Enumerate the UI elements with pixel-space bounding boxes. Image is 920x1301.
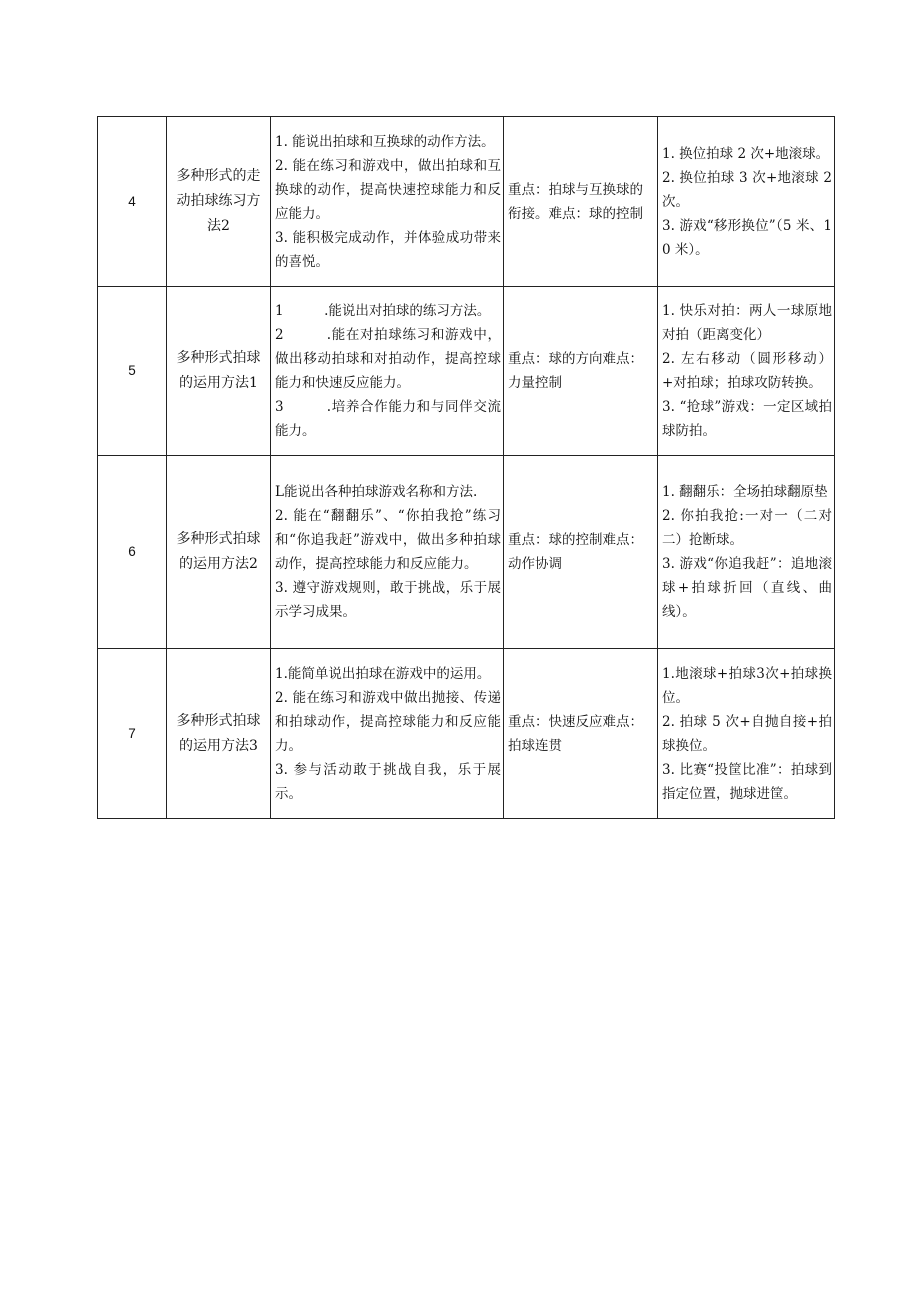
objective-item: 2. 能在练习和游戏中做出抛接、传递和拍球动作，提高控球能力和反应能力。 xyxy=(275,689,501,754)
practice-item: 1. 快乐对拍：两人一球原地对拍（距离变化） xyxy=(662,303,832,343)
practice-item: 1.地滚球+拍球3次+拍球换位。 xyxy=(662,665,832,706)
practice-item: 3. 游戏“你追我赶”：追地滚球+拍球折回（直线、曲线）。 xyxy=(662,556,832,620)
lesson-name: 多种形式拍球的运用方法3 xyxy=(176,712,261,754)
lesson-plan-table xyxy=(97,116,835,819)
objective-item: 3. 遵守游戏规则，敢于挑战，乐于展示学习成果。 xyxy=(275,580,501,620)
lesson-name-cell xyxy=(167,456,271,649)
objective-item: 1 .能说出对拍球的练习方法。 xyxy=(275,303,491,319)
practice-item: 2. 换位拍球 3 次+地滚球 2 次。 xyxy=(662,169,832,210)
practice-item: 2. 左右移动（圆形移动）+对拍球；拍球攻防转换。 xyxy=(662,351,832,391)
table-row xyxy=(98,456,835,649)
objective-item: 3 .培养合作能力和与同伴交流能力。 xyxy=(275,399,501,439)
objectives-cell xyxy=(271,649,504,819)
practice-cell xyxy=(658,287,835,456)
objective-item: L能说出各种拍球游戏名称和方法. xyxy=(275,484,478,500)
lesson-number: 4 xyxy=(98,117,167,287)
key-points: 重点：拍球与互换球的衔接。难点：球的控制 xyxy=(508,181,643,222)
lesson-name-cell xyxy=(167,287,271,456)
practice-item: 3. “抢球”游戏：一定区域拍球防拍。 xyxy=(662,399,832,439)
objectives-cell xyxy=(271,456,504,649)
practice-item: 1. 换位拍球 2 次+地滚球。 xyxy=(662,145,830,162)
lesson-name: 多种形式拍球的运用方法2 xyxy=(176,531,261,572)
objective-item: 3. 参与活动敢于挑战自我，乐于展示。 xyxy=(275,761,501,802)
practice-item: 3. 游戏“移形换位”（5 米、10 米）。 xyxy=(662,217,832,258)
key-points: 重点：球的方向难点：力量控制 xyxy=(508,351,643,391)
objective-item: 2. 能在“翻翻乐”、“你拍我抢”练习和“你追我赶”游戏中，做出多种拍球动作，提高控球能力和反应能力。 xyxy=(275,508,501,572)
lesson-name-cell xyxy=(167,117,271,287)
key-points-cell xyxy=(504,649,658,819)
practice-item: 2. 拍球 5 次+自抛自接+拍球换位。 xyxy=(662,713,832,754)
key-points: 重点：球的控制难点：动作协调 xyxy=(508,532,643,572)
objective-item: 2 .能在对拍球练习和游戏中，做出移动拍球和对拍动作，提高控球能力和快速反应能力。 xyxy=(275,327,501,391)
lesson-name: 多种形式的走动拍球练习方法2 xyxy=(176,168,261,234)
key-points-cell xyxy=(504,287,658,456)
table-row xyxy=(98,287,835,456)
objectives-cell xyxy=(271,287,504,456)
objective-item: 1. 能说出拍球和互换球的动作方法。 xyxy=(275,133,495,150)
lesson-plan-body xyxy=(98,117,835,819)
table-row xyxy=(98,649,835,819)
objective-item: 1.能简单说出拍球在游戏中的运用。 xyxy=(275,665,491,682)
practice-cell xyxy=(658,649,835,819)
objective-item: 3. 能积极完成动作，并体验成功带来的喜悦。 xyxy=(275,229,501,270)
lesson-number: 6 xyxy=(98,456,167,649)
lesson-name-cell xyxy=(167,649,271,819)
practice-cell xyxy=(658,117,835,287)
lesson-number: 7 xyxy=(98,649,167,819)
practice-item: 3. 比赛“投筐比准”：拍球到指定位置，抛球进筐。 xyxy=(662,761,832,802)
practice-item: 1. 翻翻乐：全场拍球翻原垫 xyxy=(662,484,828,500)
key-points: 重点：快速反应难点：拍球连贯 xyxy=(508,713,643,754)
key-points-cell xyxy=(504,117,658,287)
practice-cell xyxy=(658,456,835,649)
practice-item: 2. 你拍我抢:一对一（二对二）抢断球。 xyxy=(662,508,832,548)
lesson-name: 多种形式拍球的运用方法1 xyxy=(176,350,261,391)
key-points-cell xyxy=(504,456,658,649)
table-row xyxy=(98,117,835,287)
objective-item: 2. 能在练习和游戏中，做出拍球和互换球的动作，提高快速控球能力和反应能力。 xyxy=(275,157,501,222)
objectives-cell xyxy=(271,117,504,287)
lesson-number: 5 xyxy=(98,287,167,456)
